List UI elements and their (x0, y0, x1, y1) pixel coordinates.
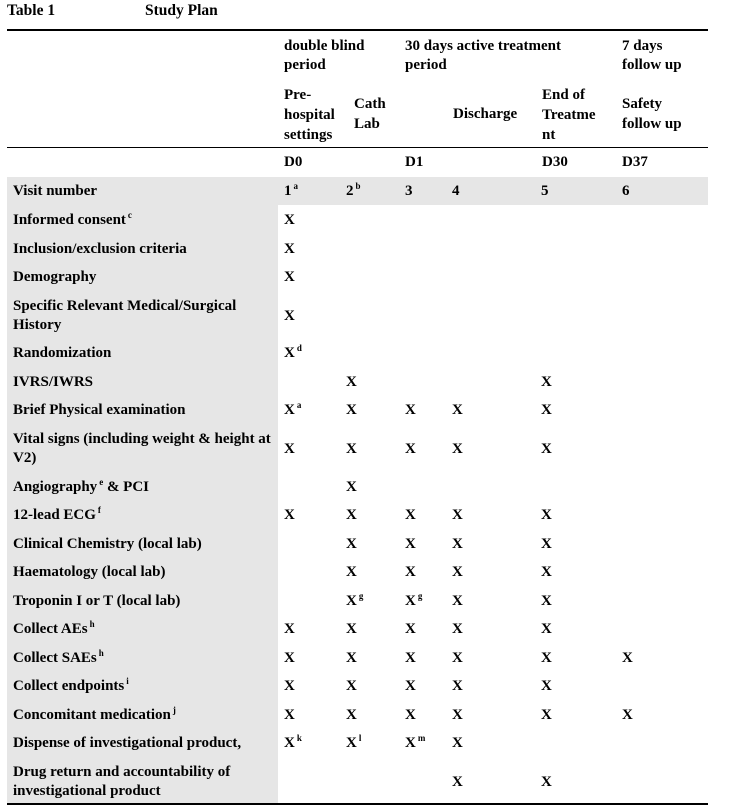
schedule-mark: X (541, 593, 552, 609)
row-label: Vital signs (including weight & height at V2) (13, 431, 271, 466)
schedule-mark: X (346, 402, 357, 418)
schedule-mark: X (284, 241, 295, 257)
schedule-mark: X (405, 707, 416, 723)
visit-number-cell: 3 (405, 183, 413, 199)
row-label: Concomitant medication $^j$ (13, 705, 176, 723)
schedule-mark: X (541, 650, 552, 666)
row-label: Collect AEs $^h$ (13, 619, 95, 637)
schedule-mark: X (284, 707, 295, 723)
subhead-pre-hospital: Pre- hospital settings (284, 87, 335, 143)
row-label: Demography (13, 269, 97, 285)
schedule-mark: X (452, 707, 463, 723)
subhead-safety-follow-up: Safety follow up (622, 96, 682, 132)
schedule-mark: X (541, 621, 552, 637)
schedule-mark: X (452, 621, 463, 637)
schedule-mark: X (452, 773, 463, 790)
row-label: Angiography $^e$ & PCI (13, 477, 150, 495)
schedule-mark: X (405, 507, 416, 523)
schedule-mark: X (541, 374, 552, 390)
schedule-mark: X (284, 507, 295, 523)
schedule-mark: X $^a$ (284, 400, 302, 418)
schedule-mark: X (284, 212, 295, 228)
row-label: Collect SAEs $^h$ (13, 648, 104, 666)
schedule-mark: X (452, 402, 463, 418)
schedule-mark: X (405, 650, 416, 666)
schedule-mark: X (346, 479, 357, 495)
schedule-mark: X (284, 650, 295, 666)
row-label: Haematology (local lab) (13, 564, 166, 580)
schedule-mark: X $^m$ (405, 733, 426, 751)
row-label: Specific Relevant Medical/Surgical History (13, 298, 237, 333)
row-label: Clinical Chemistry (local lab) (13, 536, 202, 552)
period-double-blind: double blind period (284, 38, 365, 73)
visit-number-cell: 2 $^b$ (346, 181, 361, 199)
day-d1: D1 (405, 154, 424, 170)
schedule-mark: X (284, 269, 295, 285)
row-label: IVRS/IWRS (13, 374, 94, 390)
row-label: Randomization (13, 345, 112, 361)
row-label: Informed consent $^c$ (13, 210, 132, 228)
schedule-mark: X (452, 536, 463, 552)
schedule-mark: X $^g$ (405, 591, 423, 609)
schedule-mark: X (284, 621, 295, 637)
schedule-mark: X (541, 678, 552, 694)
day-d37: D37 (622, 154, 648, 170)
day-d0: D0 (284, 154, 303, 170)
schedule-mark: X (452, 650, 463, 666)
schedule-mark: X (452, 735, 463, 751)
visit-number-cell: 4 (452, 183, 460, 199)
schedule-mark: X (405, 621, 416, 637)
top-rule (7, 29, 708, 31)
schedule-mark: X (284, 307, 295, 324)
schedule-mark: X (405, 678, 416, 694)
schedule-mark: X (405, 440, 416, 457)
row-label: Inclusion/exclusion criteria (13, 241, 187, 257)
row-label: Troponin I or T (local lab) (13, 593, 181, 609)
row-label: 12-lead ECG $^f$ (13, 505, 101, 523)
row-label: Drug return and accountability of investigational product (13, 764, 231, 799)
schedule-mark: X (541, 507, 552, 523)
schedule-mark: X (284, 678, 295, 694)
subhead-cath-lab: Cath Lab (354, 96, 386, 132)
schedule-mark: X (541, 440, 552, 457)
schedule-mark: X (405, 536, 416, 552)
schedule-mark: X (541, 564, 552, 580)
schedule-mark: X (452, 678, 463, 694)
schedule-mark: X (541, 402, 552, 418)
schedule-mark: X (284, 440, 295, 457)
schedule-mark: X (452, 593, 463, 609)
row-label: Collect endpoints $^i$ (13, 676, 129, 694)
schedule-mark: X $^d$ (284, 343, 302, 361)
header-rule (7, 147, 708, 148)
period-active-treatment: 30 days active treatment period (405, 38, 561, 73)
subhead-end-of-treatment: End of Treatme nt (542, 87, 596, 143)
schedule-mark: X (346, 650, 357, 666)
row-label: Dispense of investigational product, (13, 735, 242, 751)
schedule-mark: X (346, 564, 357, 580)
bottom-rule (7, 803, 708, 805)
period-follow-up: 7 days follow up (622, 38, 682, 73)
schedule-mark: X (622, 650, 633, 666)
visit-number-cell: 6 (622, 183, 630, 199)
table-caption: Study Plan (145, 2, 218, 19)
table-number: Table 1 (7, 2, 56, 19)
schedule-mark: X $^k$ (284, 733, 302, 751)
schedule-mark: X (346, 440, 357, 457)
schedule-mark: X (346, 621, 357, 637)
schedule-mark: X (452, 564, 463, 580)
row-label: Brief Physical examination (13, 402, 186, 418)
schedule-mark: X (405, 402, 416, 418)
visit-number-label: Visit number (13, 183, 98, 199)
schedule-mark: X (452, 440, 463, 457)
schedule-mark: X (346, 507, 357, 523)
schedule-mark: X (541, 773, 552, 790)
schedule-mark: X $^l$ (346, 733, 362, 751)
visit-number-cell: 1 $^a$ (284, 181, 298, 199)
schedule-mark: X (346, 374, 357, 390)
schedule-mark: X $^g$ (346, 591, 364, 609)
schedule-mark: X (346, 536, 357, 552)
subhead-discharge: Discharge (453, 106, 518, 122)
day-d30: D30 (542, 154, 568, 170)
schedule-mark: X (405, 564, 416, 580)
schedule-mark: X (346, 678, 357, 694)
schedule-mark: X (452, 507, 463, 523)
visit-number-cell: 5 (541, 183, 549, 199)
schedule-mark: X (622, 707, 633, 723)
schedule-mark: X (541, 536, 552, 552)
schedule-mark: X (346, 707, 357, 723)
schedule-mark: X (541, 707, 552, 723)
